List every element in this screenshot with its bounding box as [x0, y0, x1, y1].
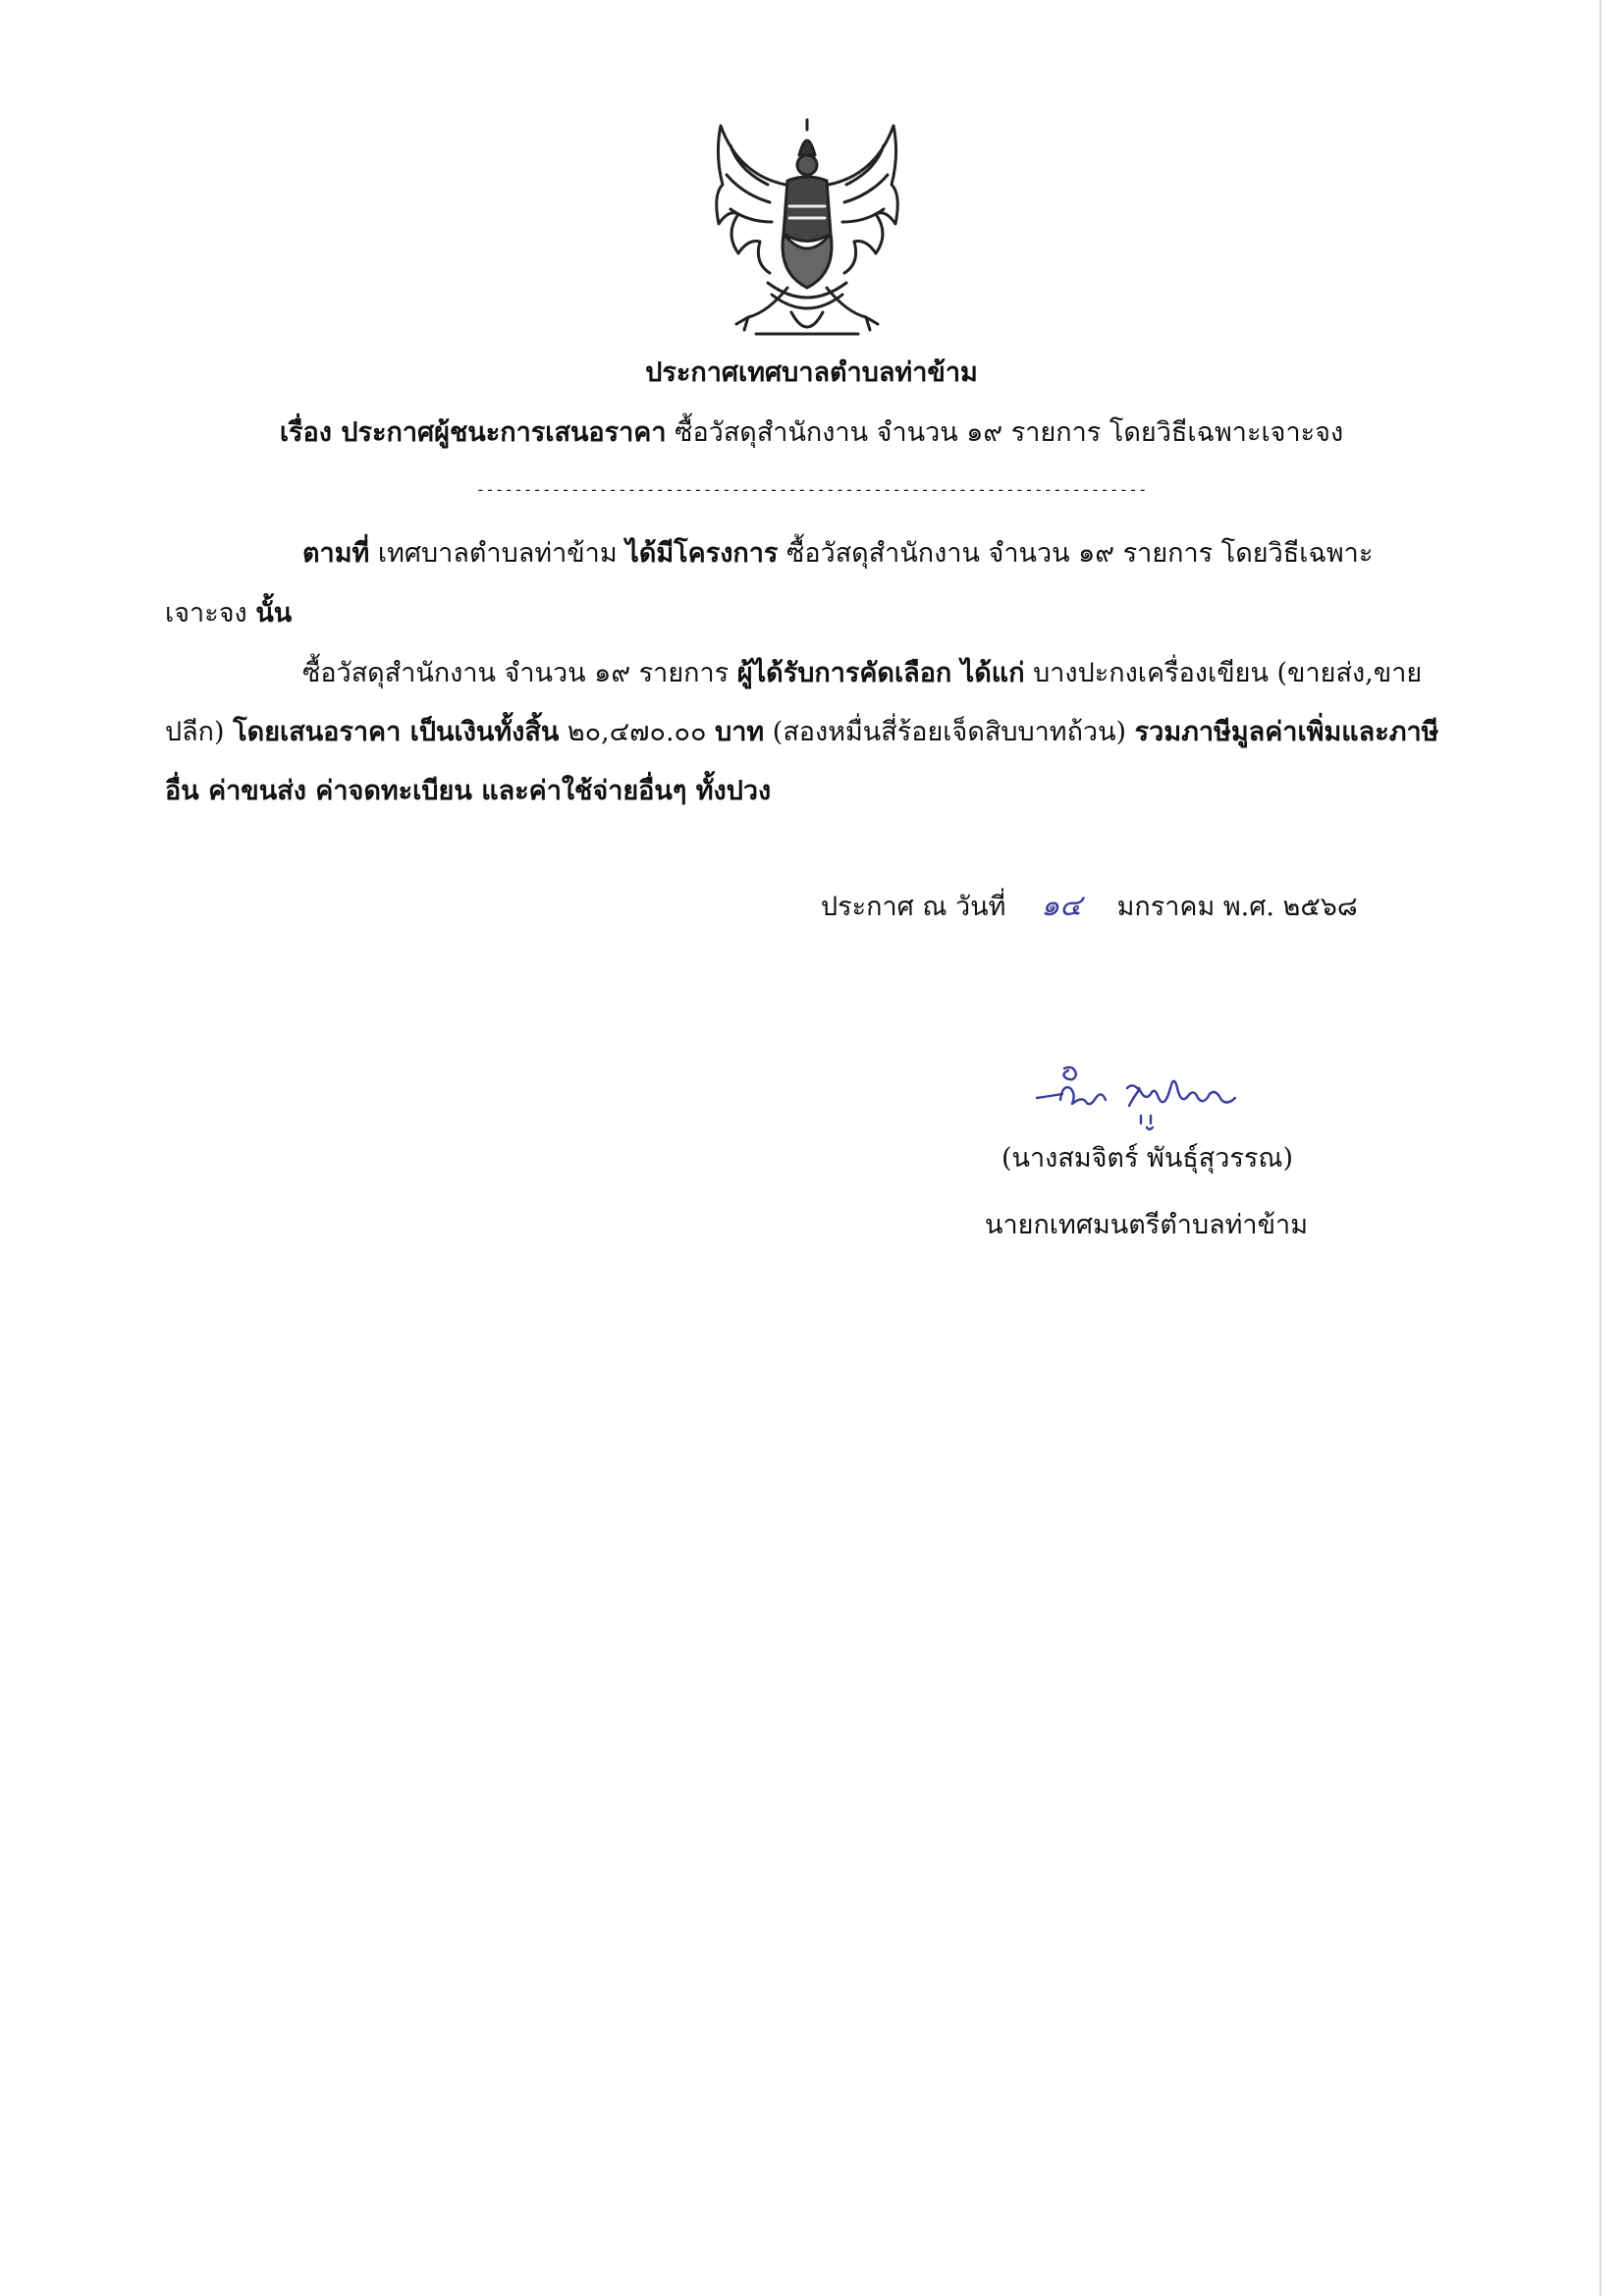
p2-text-1: ซื้อวัสดุสำนักงาน จำนวน ๑๙ รายการ	[302, 658, 737, 688]
date-prefix: ประกาศ ณ วันที่	[821, 892, 1006, 922]
p2-line2-bold-3: รวมภาษีมูลค่าเพิ่มและภาษี	[1134, 717, 1439, 747]
paragraph-1-line-1	[302, 536, 1373, 572]
paragraph-2-line-3	[165, 774, 771, 809]
announcement-date	[821, 889, 1358, 925]
title-text: ประกาศเทศบาลตำบลท่าข้าม	[645, 357, 978, 388]
garuda-emblem-icon	[709, 116, 905, 344]
p1-line2-bold: นั้น	[255, 598, 293, 629]
p1-bold-2: ได้มีโครงการ	[625, 538, 779, 569]
p2-line2-text-3: (สองหมื่นสี่ร้อยเจ็ดสิบบาทถ้วน)	[764, 717, 1135, 747]
paragraph-1-line-2	[165, 596, 292, 631]
subject-label: เรื่อง ประกาศผู้ชนะการเสนอราคา	[279, 417, 667, 448]
p2-text-2: บางปะกงเครื่องเขียน (ขายส่ง,ขาย	[1024, 658, 1423, 688]
document-title	[0, 355, 1623, 391]
p2-line2-bold-2: บาท	[715, 717, 765, 747]
subject-text: ซื้อวัสดุสำนักงาน จำนวน ๑๙ รายการ โดยวิธีเฉพาะเจาะจง	[666, 417, 1344, 448]
signer-name: (นางสมจิตร์ พันธุ์สุวรรณ)	[1001, 1143, 1294, 1174]
p2-line2-text-2: ๒๐,๔๗๐.๐๐	[559, 717, 716, 747]
p2-line3-bold: อื่น ค่าขนส่ง ค่าจดทะเบียน และค่าใช้จ่ายอื่นๆ ทั้งปวง	[165, 776, 772, 806]
p1-text-1: เทศบาลตำบลท่าข้าม	[369, 538, 626, 569]
signer-position: นายกเทศมนตรีตำบลท่าข้าม	[985, 1210, 1308, 1240]
p1-line2-text: เจาะจง	[165, 598, 256, 629]
page-edge-line	[1599, 0, 1601, 2296]
paragraph-2-line-1	[302, 656, 1422, 691]
handwritten-signature	[1031, 1059, 1276, 1137]
date-day: ๑๔	[1041, 889, 1082, 923]
p1-text-2: ซื้อวัสดุสำนักงาน จำนวน ๑๙ รายการ โดยวิธีเฉพาะ	[778, 538, 1374, 569]
document-subject	[0, 415, 1623, 451]
p2-line2-bold-1: โดยเสนอราคา เป็นเงินทั้งสิ้น	[233, 717, 560, 747]
p2-line2-text-1: ปลีก)	[165, 717, 234, 747]
divider-line: -----------------------------------------------------------------------	[475, 480, 1148, 499]
p2-bold-1: ผู้ได้รับการคัดเลือก ได้แก่	[736, 658, 1025, 688]
p1-bold-1: ตามที่	[302, 538, 370, 569]
date-suffix: มกราคม พ.ศ. ๒๕๖๘	[1116, 892, 1358, 922]
paragraph-2-line-2	[165, 715, 1438, 750]
